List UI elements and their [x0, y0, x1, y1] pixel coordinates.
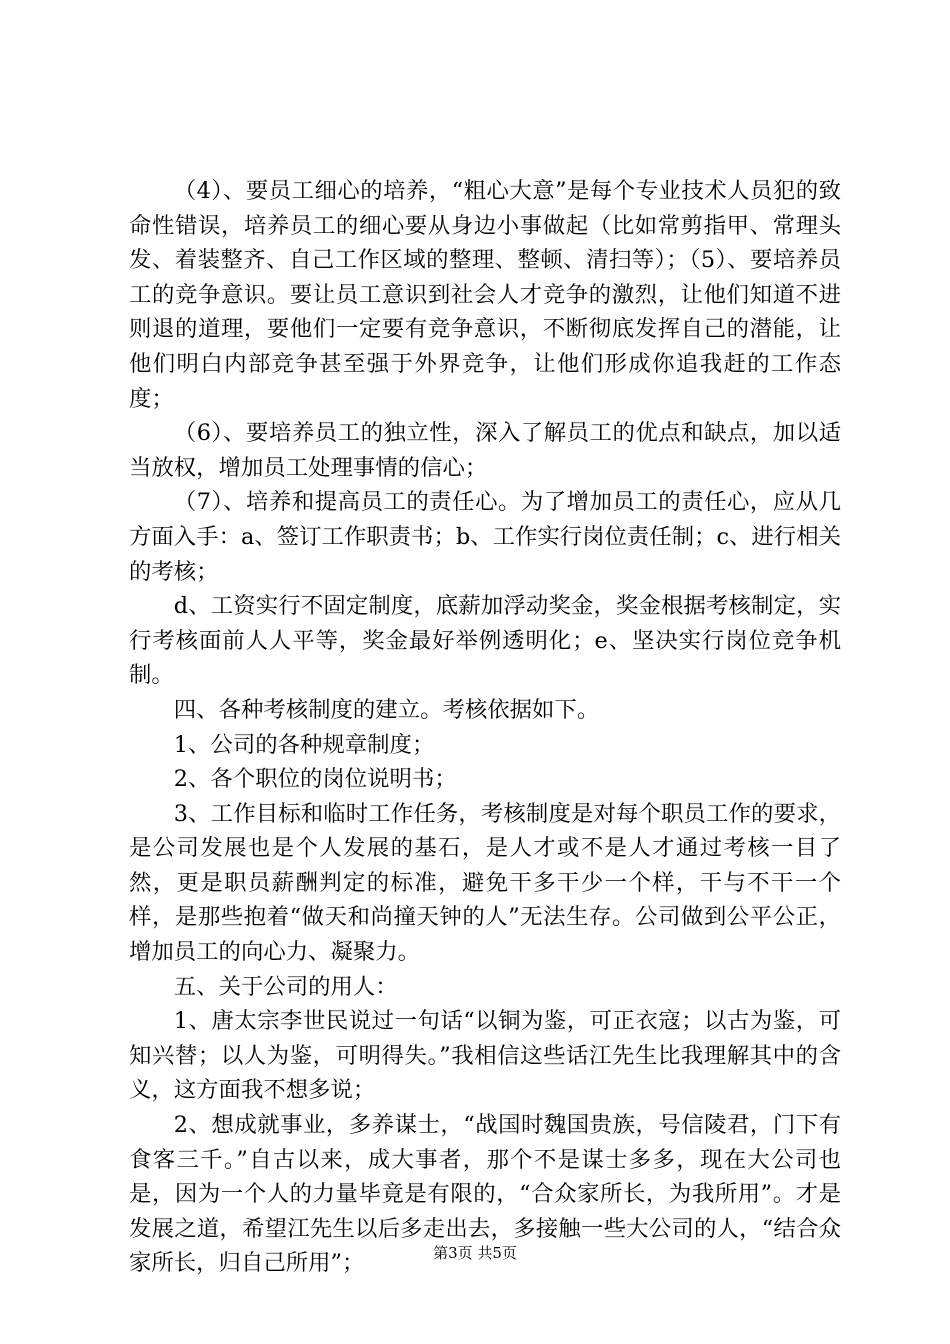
paragraph-3: （7）、培养和提高员工的责任心。为了增加员工的责任心，应从几方面入手：a、签订工作职责书；b、工作实行岗位责任制；c、进行相关的考核； — [129, 489, 841, 585]
document-body — [129, 174, 841, 1281]
list-item-2: 2、各个职位的岗位说明书； — [173, 766, 457, 793]
page-footer: 第3页 共5页 — [433, 1244, 517, 1262]
paragraph-employment-2: 2、想成就事业，多养谋士，“战国时魏国贵族，号信陵君，门下有食客三千。”自古以来，成大事者，那个不是谋士多多，现在大公司也是，因为一个人的力量毕竟是有限的，“合众家所长，为我所用”。才是发展之道，希望江先生以后多走出去，多接触一些大公司的人，“结合众家所长，归自己所用”； — [129, 1112, 841, 1277]
paragraph-1: （4）、要员工细心的培养，“粗心大意”是每个专业技术人员犯的致命性错误，培养员工的细心要从身边小事做起（比如常剪指甲、常理头发、着装整齐、自己工作区域的整理、整顿、清扫等）；（5）、要培养员工的竞争意识。要让员工意识到社会人才竞争的激烈，让他们知道不进则退的道理，要他们一定要有竞争意识，不断彻底发挥自己的潜能，让他们明白内部竞争甚至强于外界竞争，让他们形成你追我赶的工作态度； — [129, 178, 841, 412]
paragraph-employment-1: 1、唐太宗李世民说过一句话“以铜为鉴，可正衣寇；以古为鉴，可知兴替；以人为鉴，可明得失。”我相信这些话江先生比我理解其中的含义，这方面我不想多说； — [129, 1008, 841, 1104]
list-item-3: 3、工作目标和临时工作任务，考核制度是对每个职员工作的要求，是公司发展也是个人发展的基石，是人才或不是人才通过考核一目了然，更是职员薪酬判定的标准，避免干多干少一个样，干与不干一个样，是那些抱着“做天和尚撞天钟的人”无法生存。公司做到公平公正，增加员工的向心力、凝聚力。 — [129, 800, 841, 966]
section-heading-5: 五、关于公司的用人： — [173, 973, 398, 1000]
list-item-1: 1、公司的各种规章制度； — [173, 731, 435, 758]
section-heading-4: 四、各种考核制度的建立。考核依据如下。 — [173, 696, 600, 723]
paragraph-4: d、工资实行不固定制度，底薪加浮动奖金，奖金根据考核制定，实行考核面前人人平等，奖金最好举例透明化；e、坚决实行岗位竞争机制。 — [129, 593, 841, 689]
paragraph-2: （6）、要培养员工的独立性，深入了解员工的优点和缺点，加以适当放权，增加员工处理事情的信心； — [129, 420, 841, 481]
